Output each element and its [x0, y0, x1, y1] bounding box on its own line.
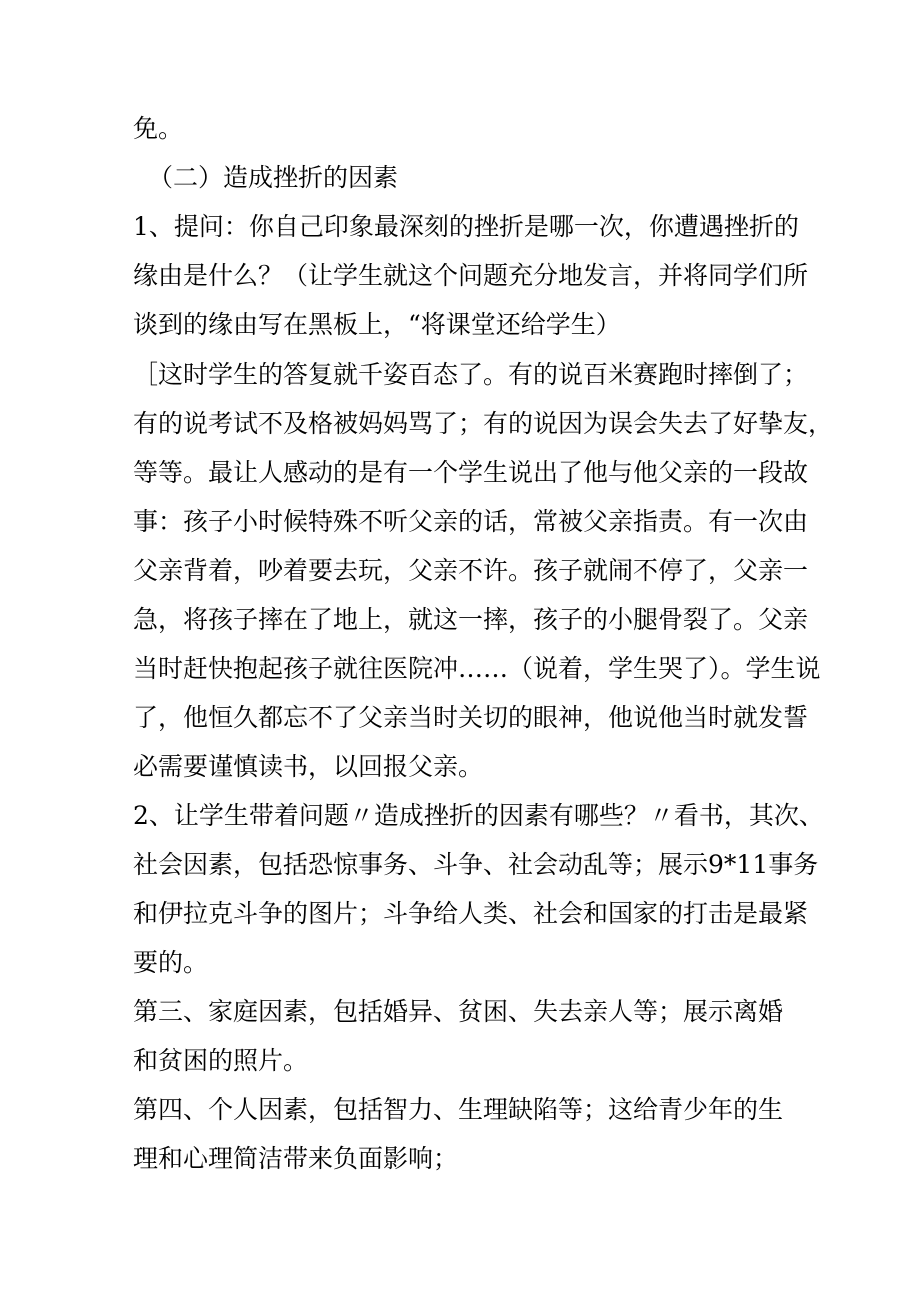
text-line-8: 等等。最让人感动的是有一个学生说出了他与他父亲的一段故	[133, 458, 809, 487]
text-line-17: 和伊拉克斗争的图片；斗争给人类、社会和国家的打击是最紧	[133, 899, 809, 928]
text-line-5: 谈到的缘由写在黑板上，“将课堂还给学生）	[133, 310, 621, 339]
text-line-7: 有的说考试不及格被妈妈骂了；有的说因为误会失去了好挚友，	[133, 409, 834, 438]
text-line-21: 第四、个人因素，包括智力、生理缺陷等；这给青少年的生	[133, 1095, 784, 1124]
text-line-16: 社会因素，包括恐惊事务、斗争、社会动乱等；展示9*11事务	[133, 850, 819, 879]
text-line-4: 缘由是什么？（让学生就这个问题充分地发言，并将同学们所	[133, 261, 809, 290]
text-line-18: 要的。	[133, 948, 209, 977]
text-line-1: 免。	[133, 114, 184, 143]
text-line-12: 当时赶快抱起孩子就往医院冲……（说着，学生哭了）。学生说	[133, 654, 821, 683]
text-line-11: 急，将孩子摔在了地上，就这一摔，孩子的小腿骨裂了。父亲	[133, 605, 809, 634]
section-heading: （二）造成挫折的因素	[148, 163, 399, 192]
text-line-9: 事：孩子小时候特殊不听父亲的话，常被父亲指责。有一次由	[133, 507, 809, 536]
text-line-13: 了，他恒久都忘不了父亲当时关切的眼神，他说他当时就发誓	[133, 703, 809, 732]
text-line-6: ［这时学生的答复就千姿百态了。有的说百米赛跑时摔倒了；	[133, 360, 809, 389]
text-line-10: 父亲背着，吵着要去玩，父亲不许。孩子就闹不停了，父亲一	[133, 556, 809, 585]
text-line-22: 理和心理简洁带来负面影响；	[133, 1144, 459, 1173]
text-line-15: 2、让学生带着问题〃造成挫折的因素有哪些？〃看书，其次、	[133, 801, 824, 830]
text-line-20: 和贫困的照片。	[133, 1046, 309, 1075]
text-line-3: 1、提问：你自己印象最深刻的挫折是哪一次，你遭遇挫折的	[133, 212, 799, 241]
text-line-19: 第三、家庭因素，包括婚异、贫困、失去亲人等；展示离婚	[133, 997, 784, 1026]
text-line-14: 必需要谨慎读书，以回报父亲。	[133, 752, 484, 781]
